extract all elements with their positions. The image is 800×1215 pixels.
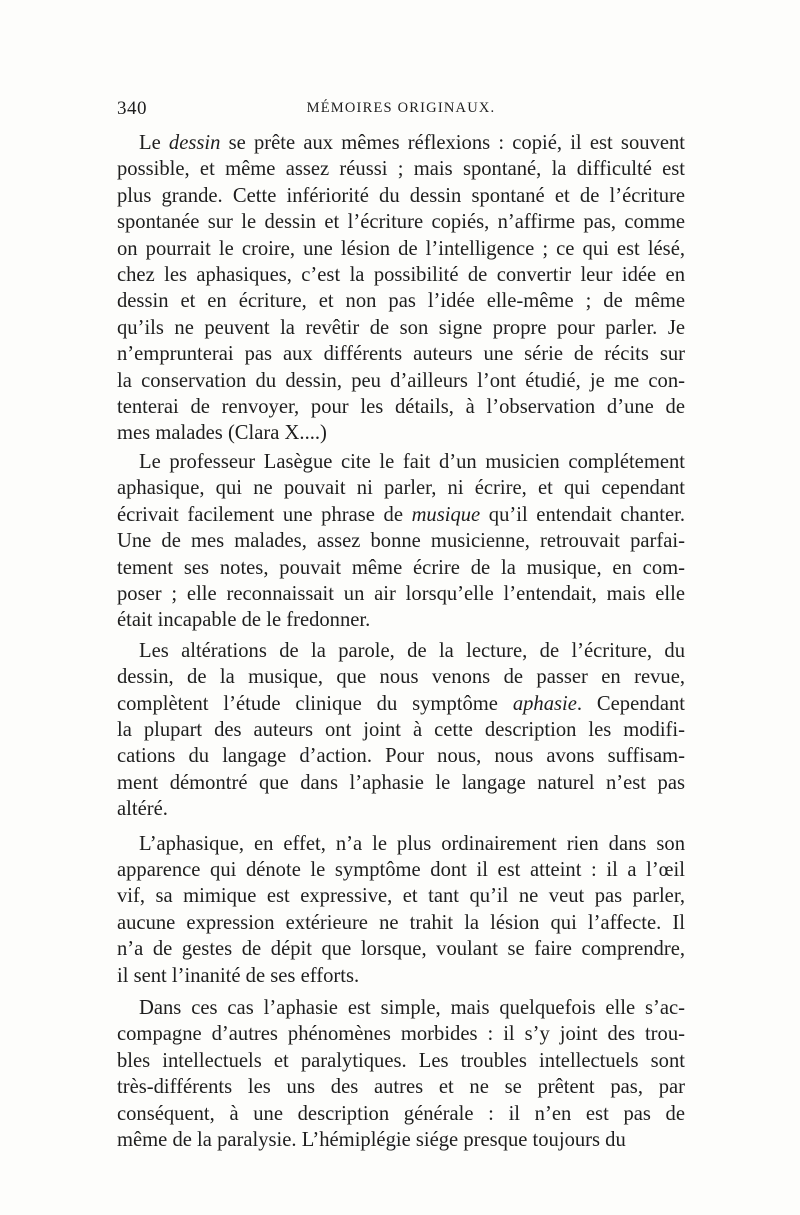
text-line: conséquent, à une description générale : il n’en est pas de: [117, 1102, 685, 1125]
page-header: [117, 98, 685, 122]
text-line: ment démontré que dans l’aphasie le langage naturel n’est pas: [117, 771, 685, 794]
text-line: n’emprunterai pas aux différents auteurs une série de récits sur: [117, 343, 685, 366]
text-line: [117, 502, 685, 528]
text-line: même de la paralysie. L’hémiplégie siége presque toujours du: [117, 1129, 626, 1152]
text-line: poser ; elle reconnaissait un air lorsqu’elle l’entendait, mais elle: [117, 582, 685, 605]
text-segment: qu’il entendait chanter.: [480, 503, 685, 526]
text-line: il sent l’inanité de ses efforts.: [117, 964, 360, 987]
text-line: aucune expression extérieure ne trahit la lésion qui l’affecte. Il: [117, 911, 685, 934]
text-segment: Le: [139, 132, 169, 154]
text-line: Le professeur Lasègue cite le fait d’un musicien complétement: [139, 450, 685, 473]
text-line: altéré.: [117, 798, 168, 821]
text-line: vif, sa mimique est expressive, et tant qu’il ne veut pas parler,: [117, 885, 685, 908]
italic-term: aphasie: [512, 692, 577, 715]
text-line: possible, et même assez réussi ; mais spontané, la difficulté est: [117, 158, 685, 181]
text-line: chez les aphasiques, c’est la possibilité de convertir leur idée en: [117, 264, 685, 287]
text-line: la plupart des auteurs ont joint à cette description les modifi-: [117, 718, 685, 741]
text-segment: complètent l’étude clinique du symptôme: [117, 692, 513, 715]
text-line: [117, 691, 685, 717]
text-line: aphasique, qui ne pouvait ni parler, ni écrire, et qui cependant: [117, 477, 685, 500]
text-line: n’a de gestes de dépit que lorsque, voulant se faire comprendre,: [117, 938, 685, 961]
text-line: dessin, de la musique, que nous venons de passer en revue,: [117, 666, 685, 689]
text-segment: . Cependant: [576, 692, 685, 715]
paragraph: [117, 449, 685, 634]
text-segment: écrivait facilement une phrase de: [117, 503, 412, 526]
text-line: on pourrait le croire, une lésion de l’intelligence ; ce qui est lésé,: [117, 237, 685, 260]
paragraph: [117, 130, 685, 447]
text-line: Les altérations de la parole, de la lecture, de l’écriture, du: [139, 639, 685, 662]
text-line: compagne d’autres phénomènes morbides : il s’y joint des trou-: [117, 1023, 685, 1046]
text-line: dessin et en écriture, et non pas l’idée elle-même ; de même: [117, 290, 685, 313]
body-text: [117, 130, 685, 1153]
paragraph: [117, 831, 685, 989]
text-line: L’aphasique, en effet, n’a le plus ordinairement rien dans son: [139, 832, 685, 855]
text-line: était incapable de le fredonner.: [117, 609, 371, 632]
text-line: spontanée sur le dessin et l’écriture copiés, n’affirme pas, comme: [117, 211, 685, 234]
paragraph: [117, 638, 685, 823]
text-line: mes malades (Clara X....): [117, 422, 327, 445]
text-line: Dans ces cas l’aphasie est simple, mais quelquefois elle s’ac-: [139, 997, 685, 1019]
page-number: 340: [117, 98, 147, 119]
paragraph: [117, 995, 685, 1153]
text-segment: se prête aux mêmes réflexions : copié, il est souvent: [220, 132, 685, 154]
text-line: la conservation du dessin, peu d’ailleurs l’ont étudié, je me con-: [117, 369, 685, 392]
text-line: [117, 130, 685, 156]
text-line: bles intellectuels et paralytiques. Les troubles intellectuels sont: [117, 1049, 685, 1072]
text-line: qu’ils ne peuvent la revêtir de son signe propre pour parler. Je: [117, 316, 685, 339]
running-head: MÉMOIRES ORIGINAUX.: [306, 100, 496, 116]
text-line: tenterai de renvoyer, pour les détails, à l’observation d’une de: [117, 396, 685, 419]
text-line: Une de mes malades, assez bonne musicienne, retrouvait parfai-: [117, 530, 685, 553]
text-line: cations du langage d’action. Pour nous, nous avons suffisam-: [117, 745, 685, 768]
text-line: très-différents les uns des autres et ne se prêtent pas, par: [117, 1076, 685, 1099]
italic-term: dessin: [168, 132, 221, 154]
text-line: plus grande. Cette infériorité du dessin spontané et de l’écriture: [117, 184, 685, 207]
text-line: apparence qui dénote le symptôme dont il est atteint : il a l’œil: [117, 858, 685, 881]
italic-term: musique: [411, 503, 481, 526]
text-line: tement ses notes, pouvait même écrire de la musique, en com-: [117, 556, 685, 579]
